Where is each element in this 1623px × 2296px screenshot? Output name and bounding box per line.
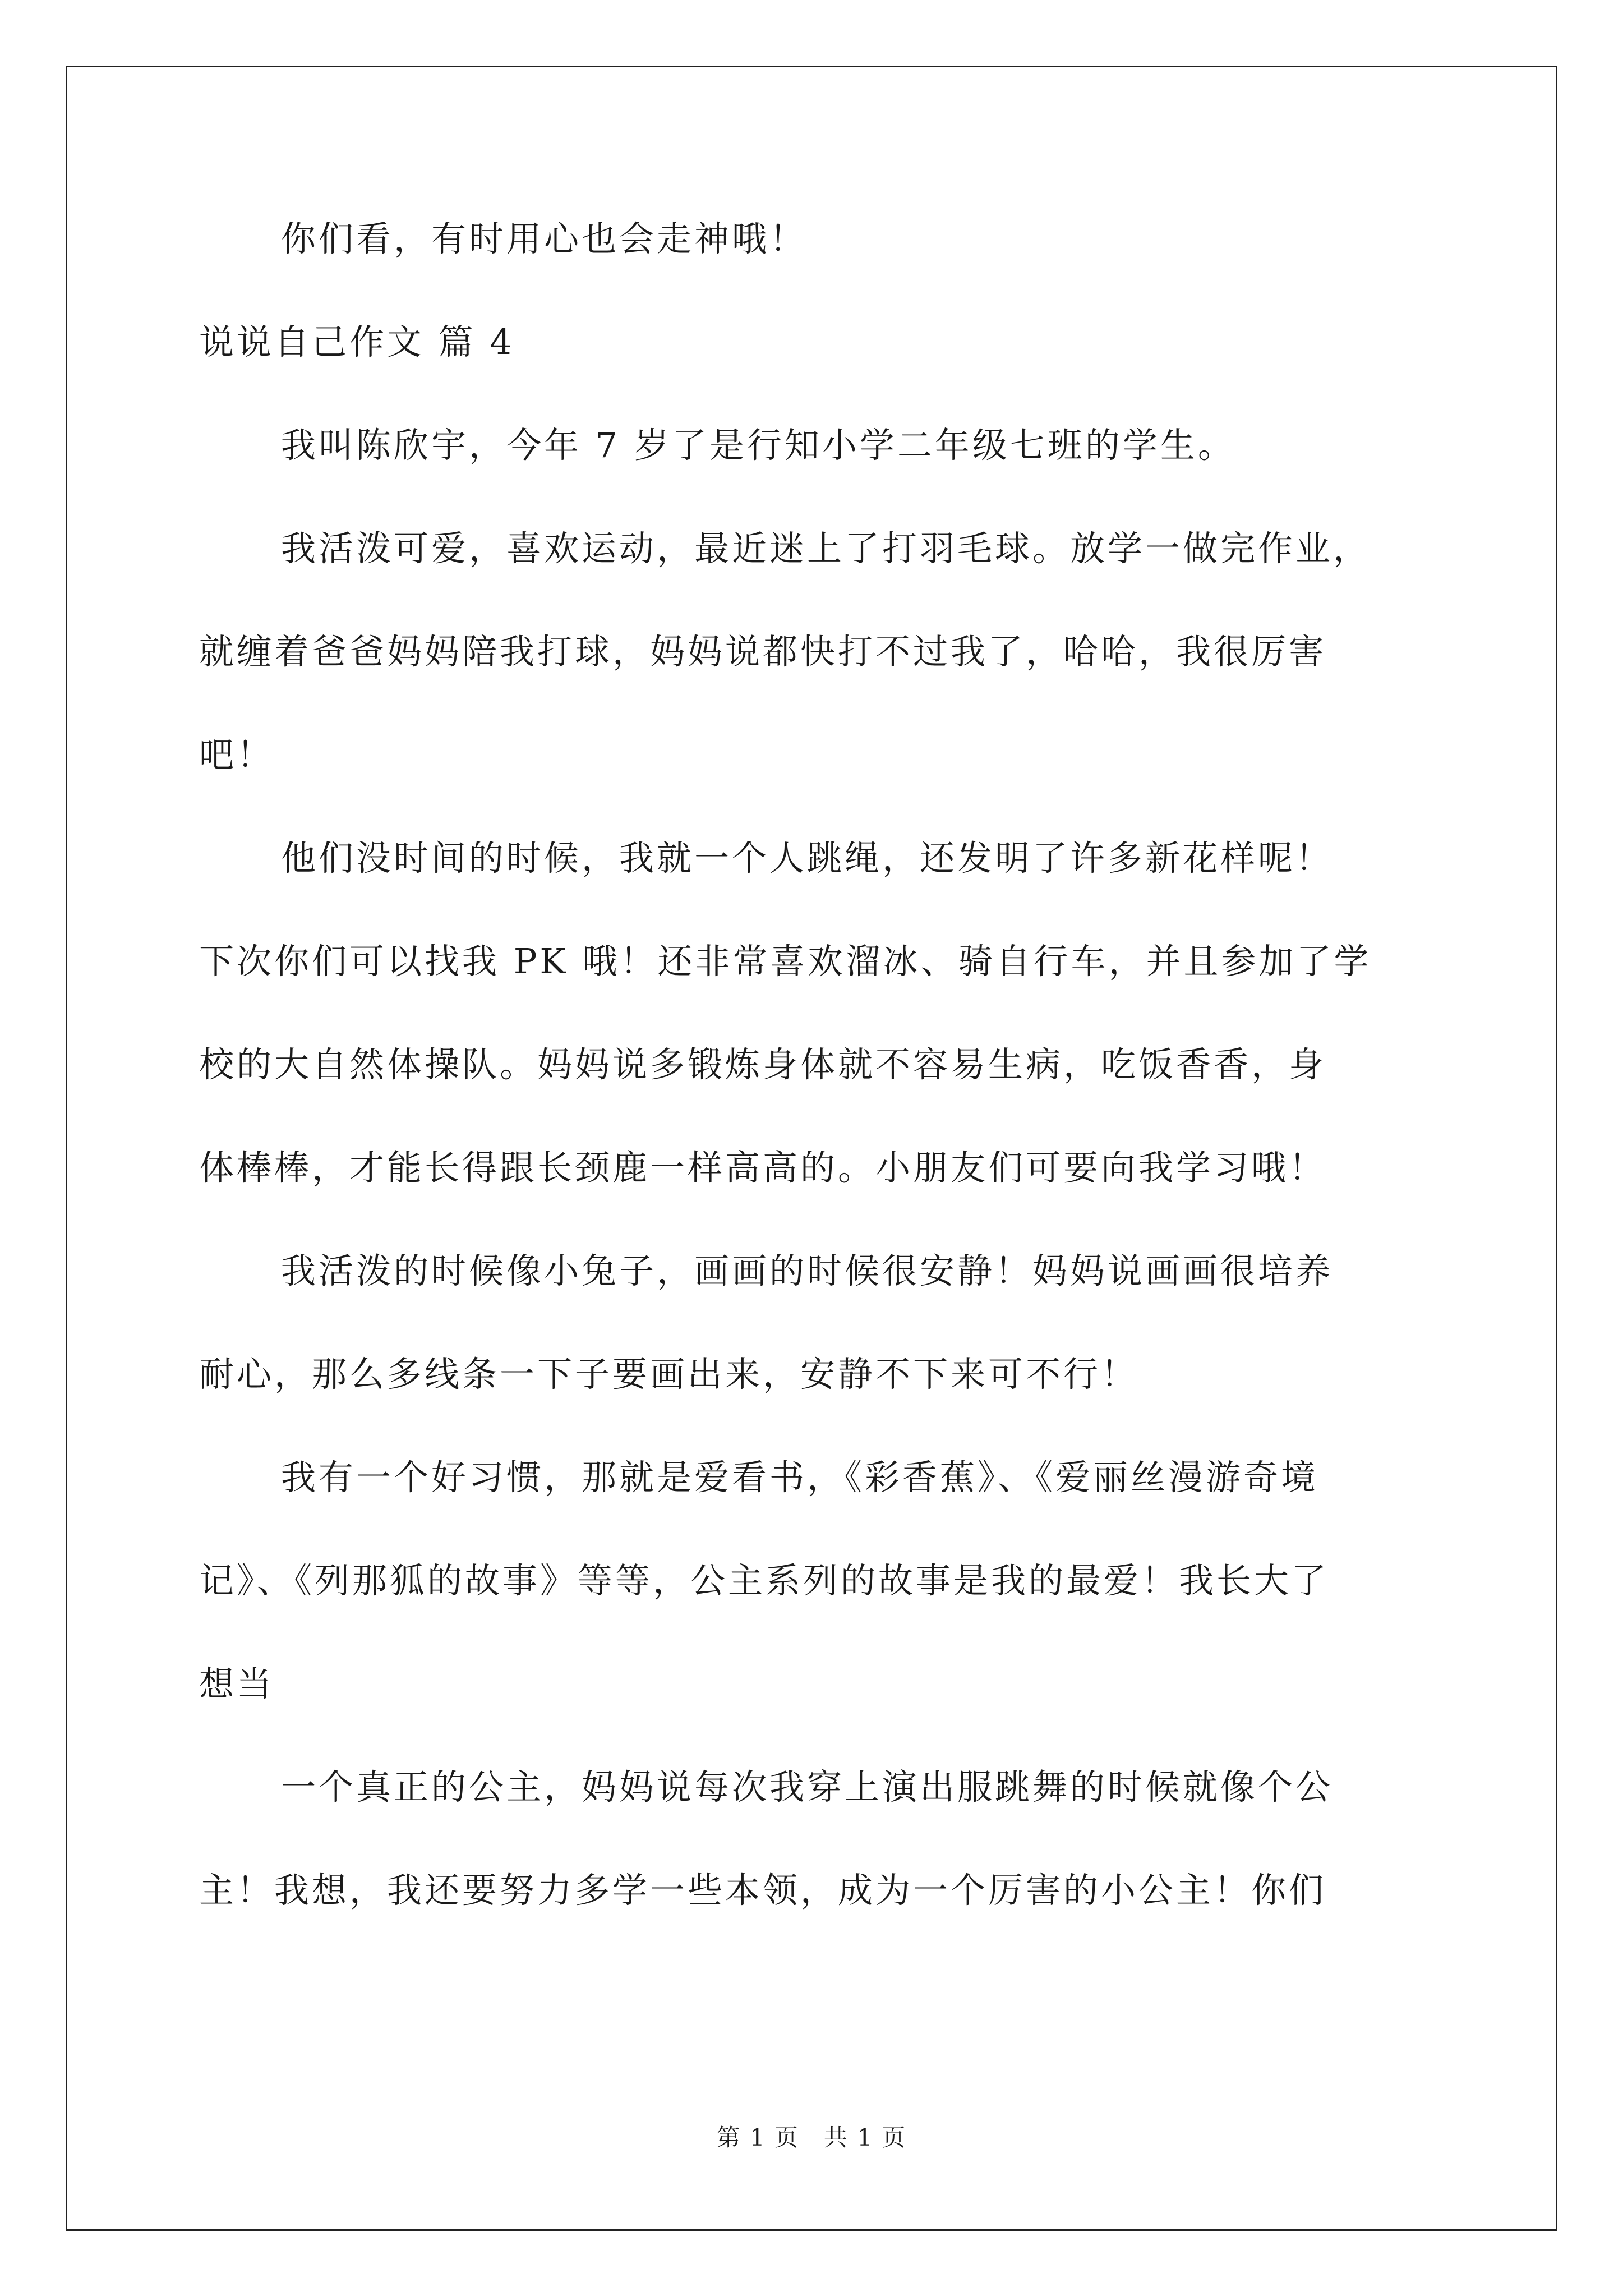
paragraph-line: 我叫陈欣宇，今年 7 岁了是行知小学二年级七班的学生。 (281, 425, 1235, 466)
paragraph-line: 我活泼可爱，喜欢运动，最近迷上了打羽毛球。放学一做完作业， (281, 528, 1371, 569)
paragraph-line: 主！我想，我还要努力多学一些本领，成为一个厉害的小公主！你们 (199, 1870, 1327, 1911)
paragraph-line: 想当 (199, 1663, 275, 1704)
paragraph-line: 耐心，那么多线条一下子要画出来，安静不下来可不行！ (199, 1354, 1139, 1395)
paragraph-line: 我活泼的时候像小兔子，画画的时候很安静！妈妈说画画很培养 (281, 1250, 1334, 1291)
paragraph-line: 我有一个好习惯，那就是爱看书，《彩香蕉》、《爱丽丝漫游奇境 (281, 1457, 1319, 1498)
paragraph-line: 下次你们可以找我 PK 哦！还非常喜欢溜冰、骑自行车，并且参加了学 (199, 941, 1372, 982)
paragraph-line: 记》、《列那狐的故事》等等，公主系列的故事是我的最爱！我长大了 (199, 1560, 1330, 1601)
paragraph-line: 吧！ (199, 734, 275, 775)
section-heading: 说说自己作文 篇 4 (199, 321, 515, 362)
paragraph-line: 你们看，有时用心也会走神哦！ (281, 218, 808, 259)
paragraph-line: 他们没时间的时候，我就一个人跳绳，还发明了许多新花样呢！ (281, 838, 1334, 878)
paragraph-line: 体棒棒，才能长得跟长颈鹿一样高高的。小朋友们可要向我学习哦！ (199, 1147, 1327, 1188)
paragraph-line: 一个真正的公主，妈妈说每次我穿上演出服跳舞的时候就像个公 (281, 1766, 1334, 1807)
paragraph-line: 就缠着爸爸妈妈陪我打球，妈妈说都快打不过我了，哈哈，我很厉害 (199, 631, 1327, 672)
paragraph-line: 校的大自然体操队。妈妈说多锻炼身体就不容易生病，吃饭香香，身 (199, 1044, 1327, 1085)
page-number-footer: 第 1 页 共 1 页 (716, 2124, 907, 2151)
